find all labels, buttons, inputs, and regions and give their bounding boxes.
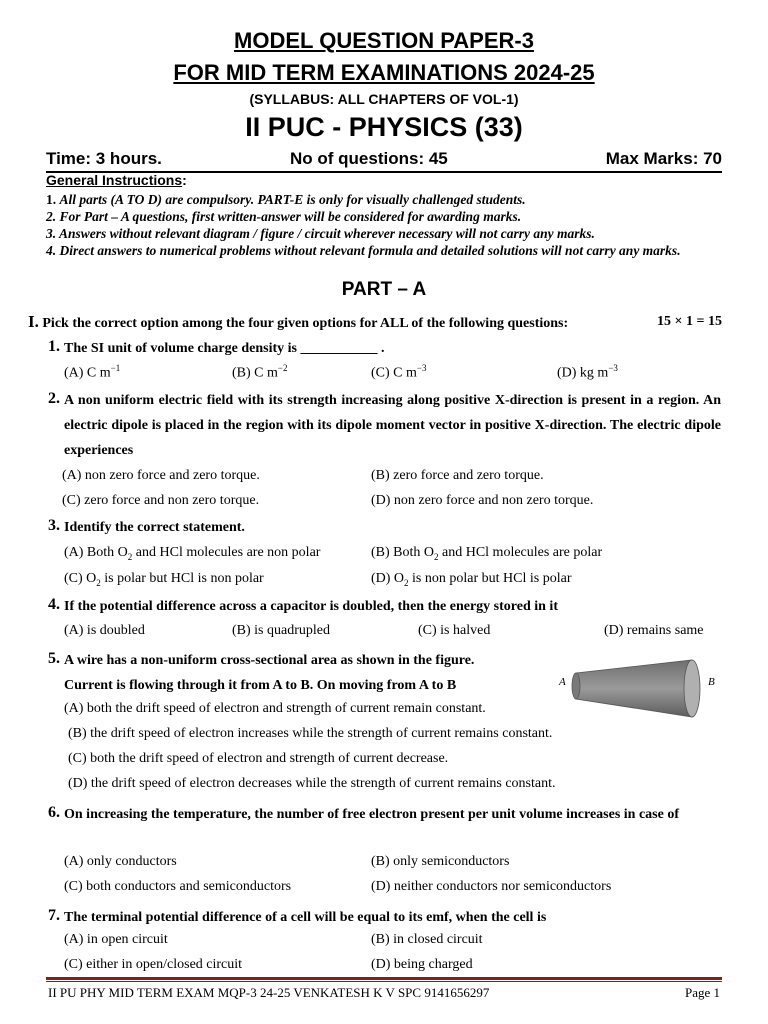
option-d: (D) $O_2$ is non polar but HCl is polar bbox=[371, 571, 572, 588]
question-number: 3. bbox=[48, 517, 60, 534]
option-d: (D) neither conductors nor semiconductors bbox=[371, 879, 612, 894]
question-text: The terminal potential difference of a cell will be equal to its emf, when the cell is bbox=[64, 910, 547, 925]
question-number: 7. bbox=[48, 907, 60, 924]
footer-text: II PU PHY MID TERM EXAM MQP-3 24-25 VENKATESH K V SPC 9141656297 bbox=[48, 985, 490, 1000]
option-c: (C) C $m^{-3}$ bbox=[371, 363, 427, 381]
option-c: (C) either in open/closed circuit bbox=[64, 957, 243, 972]
option-c: (C) $O_2$ is polar but HCl is non polar bbox=[64, 571, 264, 588]
option-b: (B) the drift speed of electron increases while the strength of current remains constant. bbox=[68, 726, 553, 741]
option-c: (C) is halved bbox=[418, 623, 491, 638]
instruction-2: 2. For Part – A questions, first written-answer will be considered for awarding marks. bbox=[46, 209, 522, 224]
footer-rule bbox=[46, 977, 722, 980]
option-a: (A) non zero force and zero torque. bbox=[62, 468, 260, 483]
option-d: (D) remains same bbox=[604, 623, 704, 638]
question-text-line1: A wire has a non-uniform cross-sectional area as shown in the figure. bbox=[64, 653, 475, 668]
figure-label-a: A bbox=[559, 676, 566, 688]
instruction-3: 3. Answers without relevant diagram / figure / circuit wherever necessary will not carry any marks. bbox=[46, 226, 595, 241]
option-a: (A) C $m^{-1}$ bbox=[64, 363, 121, 381]
question-text: On increasing the temperature, the number of free electron present per unit volume increases in case of bbox=[64, 807, 680, 822]
instructions-heading: General Instructions: bbox=[46, 172, 187, 188]
question-text: Identify the correct statement. bbox=[64, 520, 245, 535]
footer-rule-thin bbox=[46, 981, 722, 982]
max-marks: Max Marks: 70 bbox=[605, 149, 722, 168]
page-number: Page 1 bbox=[684, 985, 720, 1000]
section-instruction: I. Pick the correct option among the four given options for ALL of the following questions: 15 × 1 = 15 bbox=[28, 312, 722, 331]
option-c: (C) both the drift speed of electron and strength of current decrease. bbox=[68, 751, 449, 766]
question-count: No of questions: 45 bbox=[290, 149, 448, 168]
question-text-line2: Current is flowing through it from A to B. On moving from A to B bbox=[64, 678, 457, 693]
instruction-1: 1. All parts (A TO D) are compulsory. PART-E is only for visually challenged students. bbox=[46, 192, 526, 207]
option-b: (B) zero force and zero torque. bbox=[371, 468, 544, 483]
instruction-4: 4. Direct answers to numerical problems without relevant formula and detailed solutions will not carry any marks. bbox=[46, 243, 681, 258]
option-d: (D) kg $m^{-3}$ bbox=[557, 363, 618, 381]
syllabus-note: (SYLLABUS: ALL CHAPTERS OF VOL-1) bbox=[249, 91, 519, 107]
figure-label-b: B bbox=[708, 676, 715, 688]
option-b: (B) in closed circuit bbox=[371, 932, 483, 947]
conical-wire-figure bbox=[556, 655, 721, 720]
option-a: (A) in open circuit bbox=[64, 932, 168, 947]
option-b: (B) Both $O_2$ and HCl molecules are polar bbox=[371, 545, 603, 562]
exam-time: Time: 3 hours. bbox=[46, 149, 162, 168]
paper-title: MODEL QUESTION PAPER-3 bbox=[234, 28, 534, 53]
option-b: (B) is quadrupled bbox=[232, 623, 330, 638]
question-number: 2. bbox=[48, 390, 60, 407]
exam-title: FOR MID TERM EXAMINATIONS 2024-25 bbox=[173, 60, 595, 85]
question-number: 5. bbox=[48, 650, 60, 667]
subject-title: II PUC - PHYSICS (33) bbox=[245, 112, 523, 142]
option-b: (B) C $m^{-2}$ bbox=[232, 363, 288, 381]
option-d: (D) non zero force and non zero torque. bbox=[371, 493, 594, 508]
option-a: (A) both the drift speed of electron and strength of current remain constant. bbox=[64, 701, 486, 716]
option-c: (C) zero force and non zero torque. bbox=[62, 493, 260, 508]
question-text: A non uniform electric field with its strength increasing along positive X-direction is present in a region. An electric dipole is placed in the region with its dipole moment vector in positive X-direction. The electric dipole experiences bbox=[64, 393, 721, 458]
option-a: (A) Both $O_2$ and HCl molecules are non polar bbox=[64, 545, 321, 562]
option-a: (A) is doubled bbox=[64, 623, 145, 638]
option-c: (C) both conductors and semiconductors bbox=[64, 879, 292, 894]
question-number: 4. bbox=[48, 596, 60, 613]
option-d: (D) being charged bbox=[371, 957, 473, 972]
question-text: If the potential difference across a capacitor is doubled, then the energy stored in it bbox=[64, 599, 558, 614]
section-marks: 15 × 1 = 15 bbox=[657, 314, 722, 329]
option-a: (A) only conductors bbox=[64, 854, 177, 869]
question-number: 6. bbox=[48, 804, 60, 821]
option-b: (B) only semiconductors bbox=[371, 854, 510, 869]
option-d: (D) the drift speed of electron decreases while the strength of current remains constant. bbox=[68, 776, 556, 791]
question-number: 1. bbox=[48, 338, 60, 355]
question-text: The SI unit of volume charge density is ___________ . bbox=[64, 341, 385, 356]
part-heading: PART – A bbox=[341, 279, 427, 300]
